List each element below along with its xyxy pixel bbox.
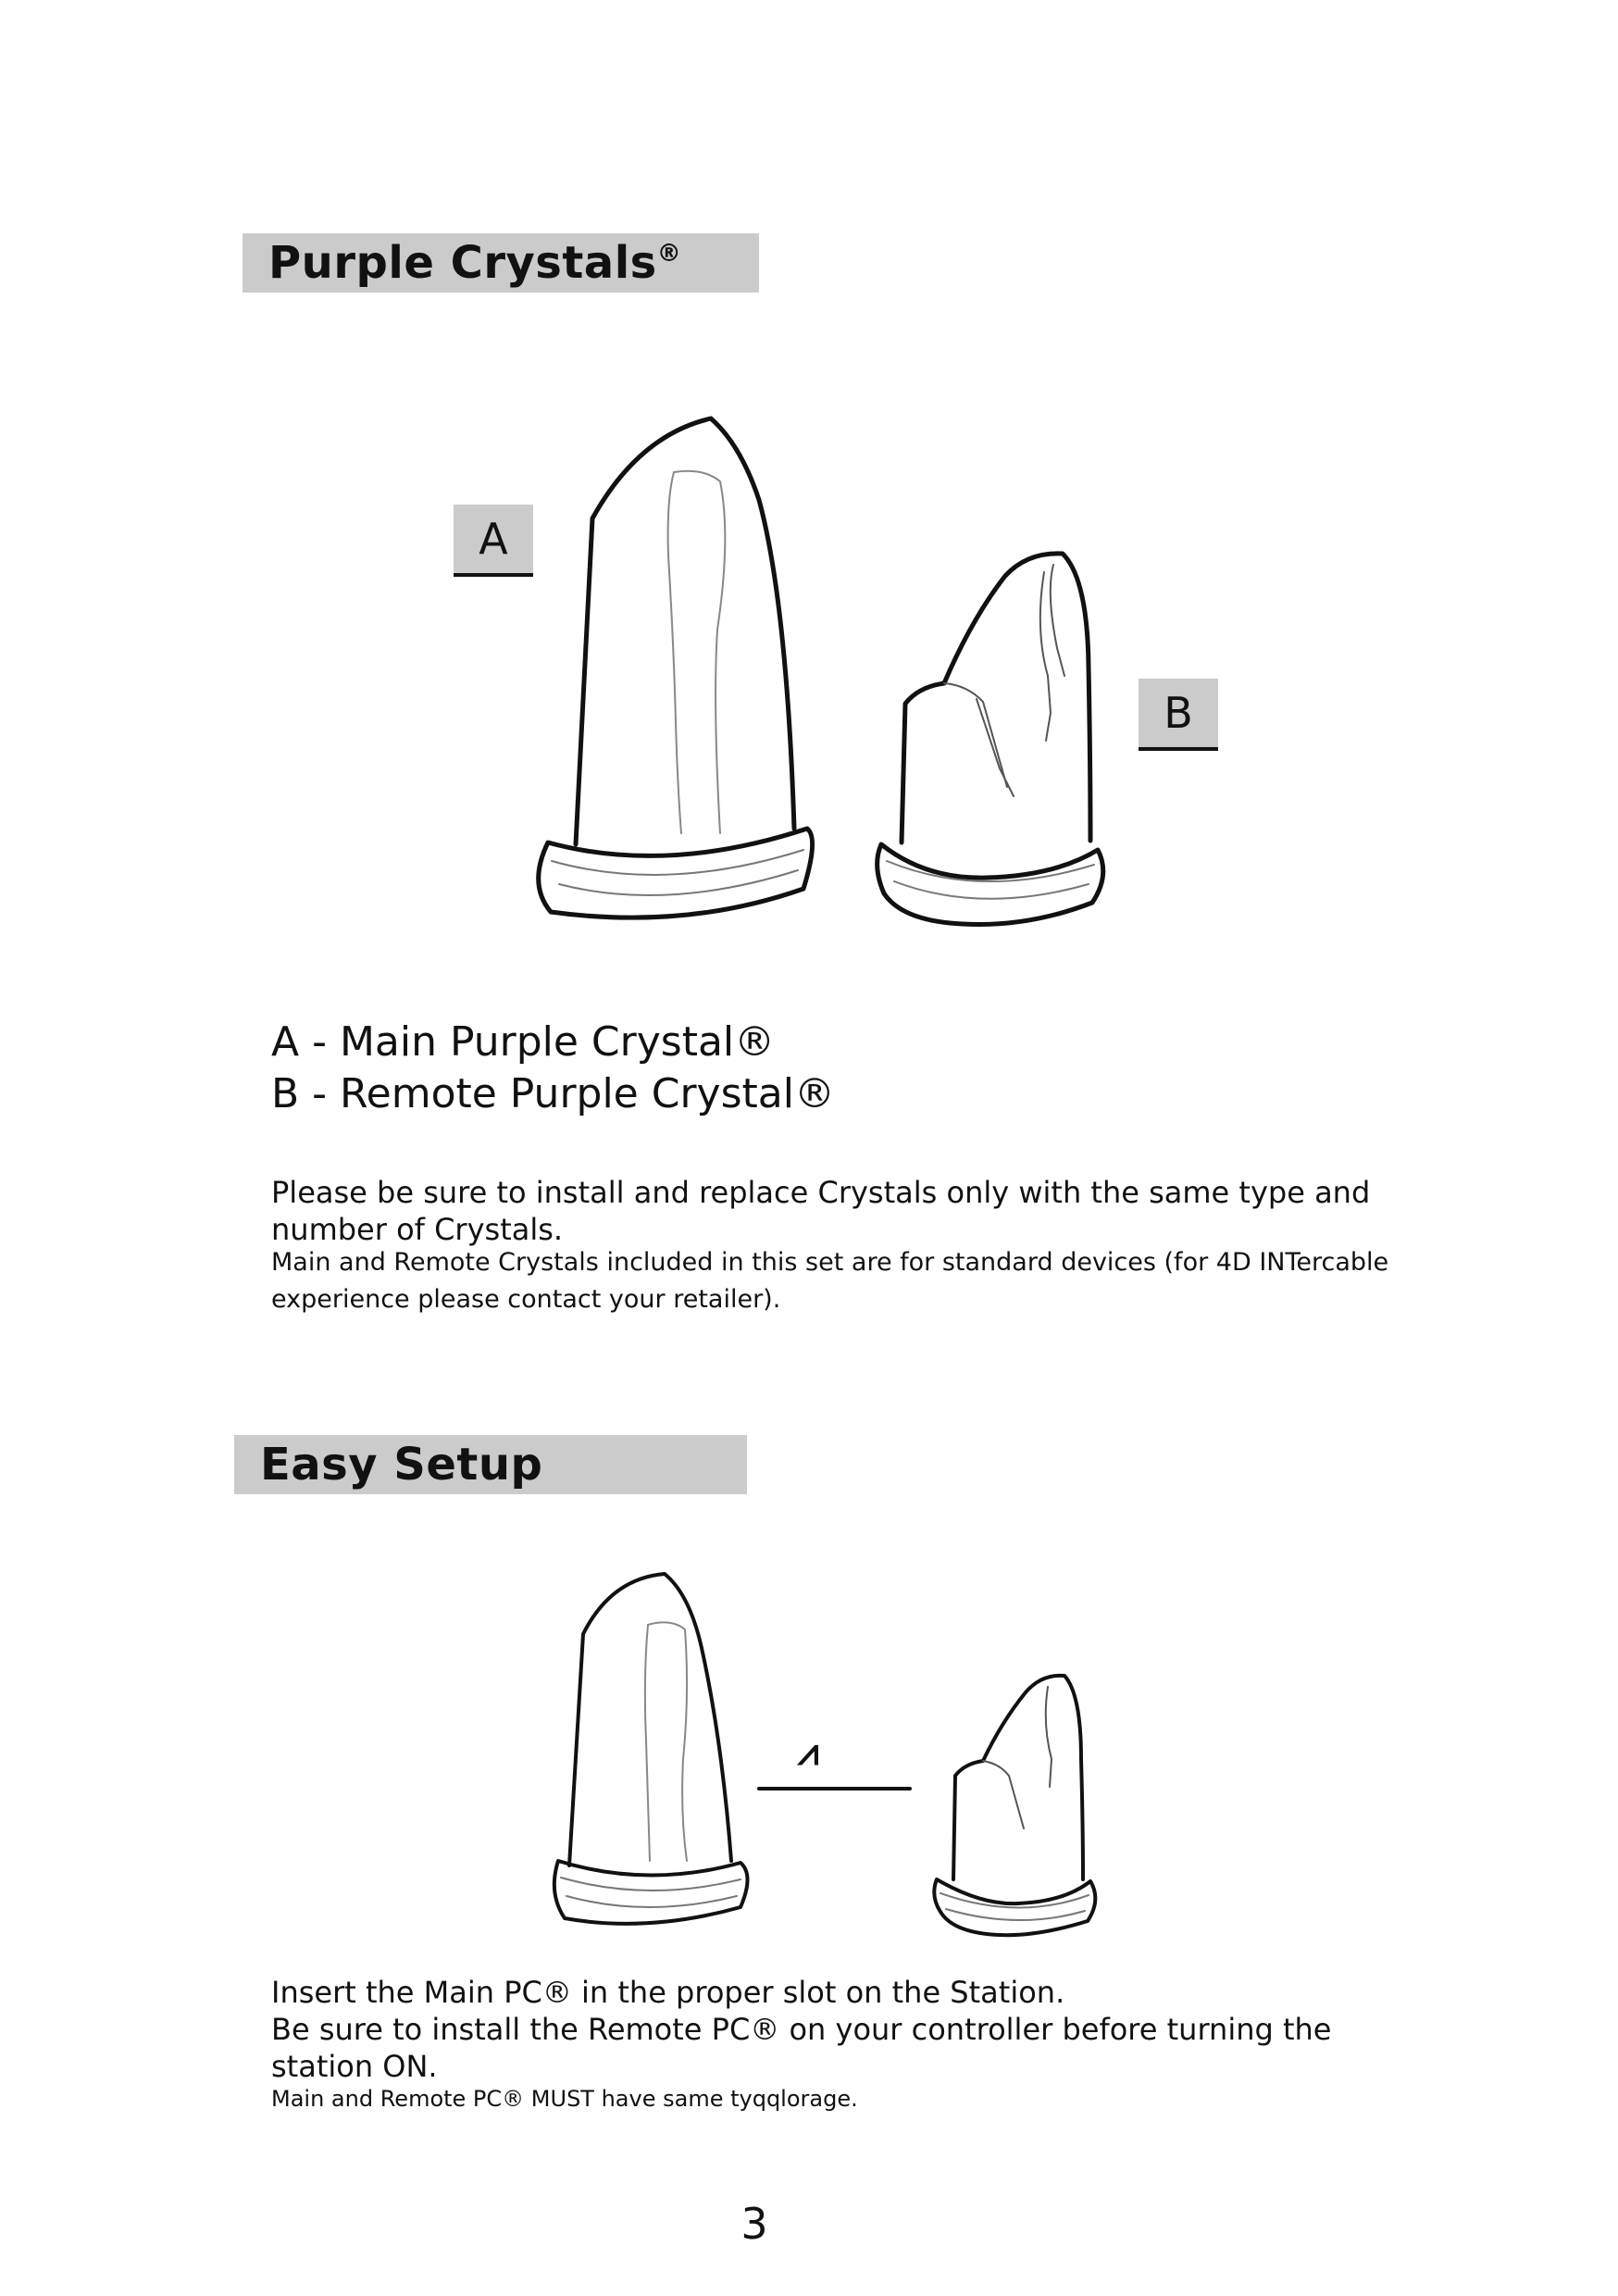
- setup-instructions: [271, 1974, 1410, 2085]
- label-a: A: [454, 505, 533, 577]
- section-header-easy-setup: [234, 1435, 747, 1494]
- legend-main-crystal: A - Main Purple Crystal®: [271, 1018, 776, 1066]
- legend-remote-crystal: B - Remote Purple Crystal®: [271, 1070, 835, 1117]
- main-crystal-a-drawing: [539, 418, 813, 917]
- crystal-install-note: Please be sure to install and replace Crystals only with the same type and number of Crystals.: [271, 1175, 1371, 1247]
- remote-crystal-b-drawing: [877, 554, 1103, 925]
- section-title-easy-setup: Easy Setup: [260, 1439, 543, 1491]
- setup-line-storage-note: Main and Remote PC® MUST have same tyqqlorage.: [271, 2086, 858, 2112]
- label-b: B: [1139, 679, 1218, 751]
- crystal-standard-devices-note: Main and Remote Crystals included in this set are for standard devices (for 4D INTercable experience please contact your retailer).: [271, 1248, 1389, 1314]
- setup-remote-pc-drawing: [934, 1676, 1095, 1935]
- setup-main-pc-drawing: [554, 1574, 748, 1924]
- setup-link-symbol: ⩘: [798, 1731, 819, 1774]
- setup-line-remote: Be sure to install the Remote PC® on your controller before turning the station ON.: [271, 2012, 1332, 2084]
- page-number: 3: [741, 2199, 768, 2249]
- section-title: Purple Crystals®: [268, 237, 682, 289]
- setup-line-insert: Insert the Main PC® in the proper slot on the Station.: [271, 1975, 1065, 2010]
- crystal-legend: [271, 1017, 1410, 1120]
